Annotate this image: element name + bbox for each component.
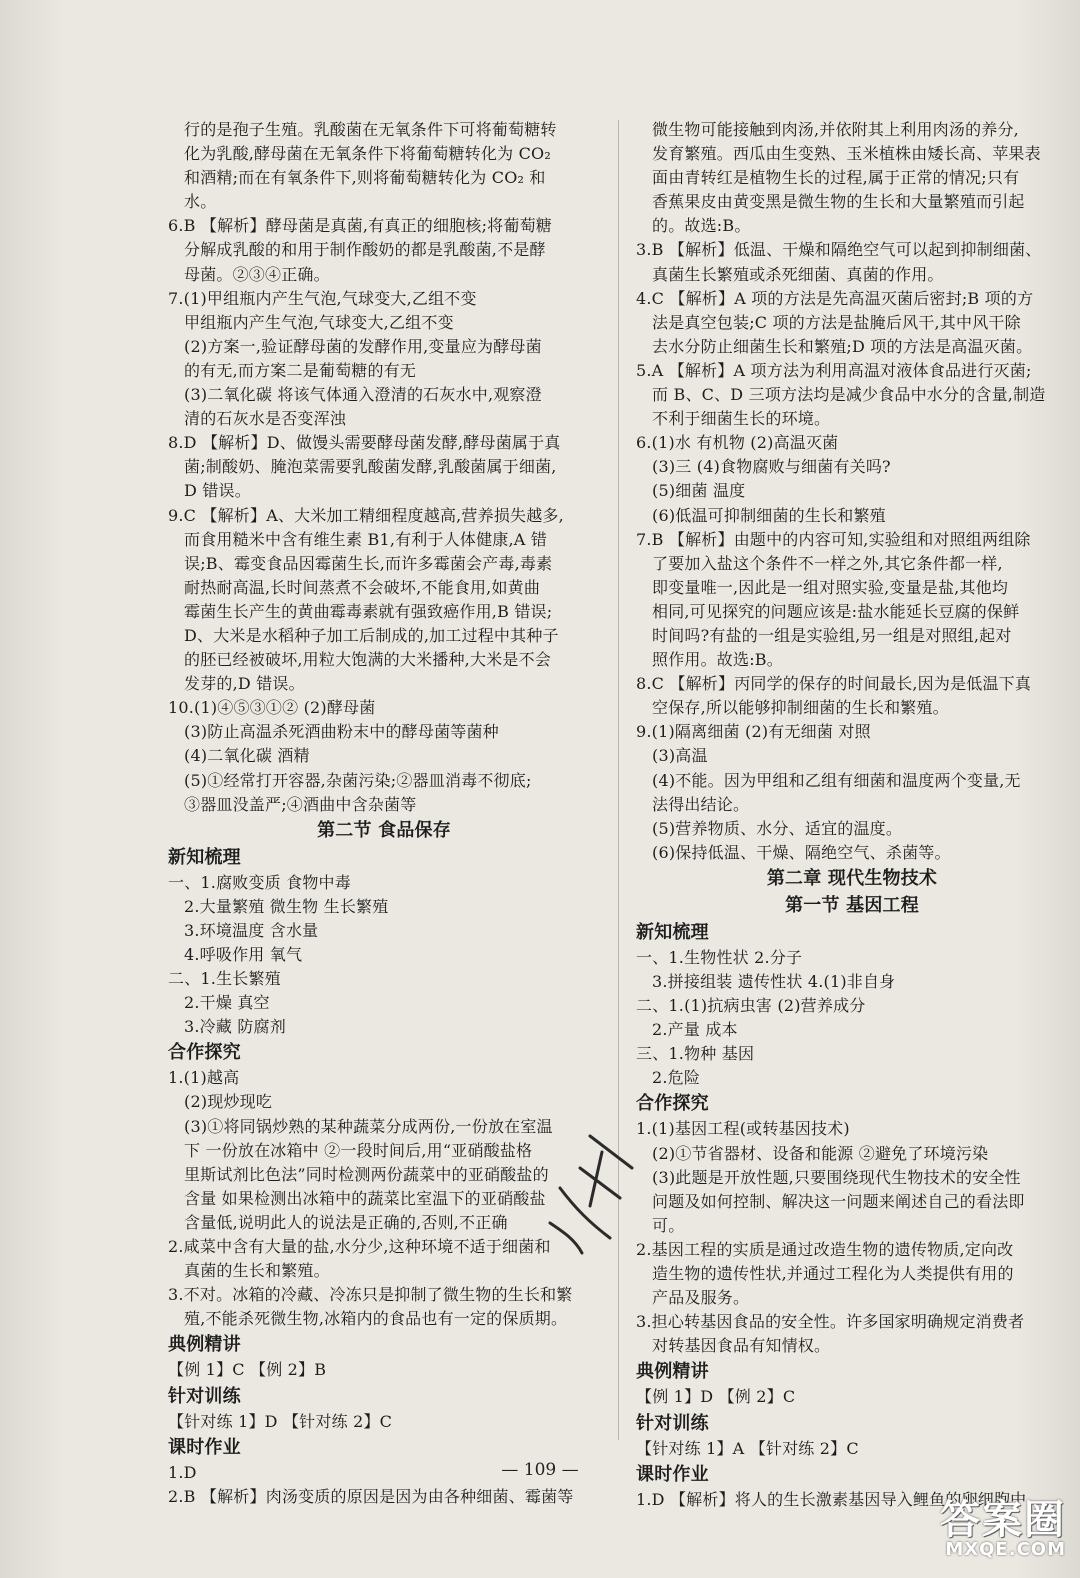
- text-line: 里斯试剂比色法”同时检测两份蔬菜中的亚硝酸盐的: [184, 1164, 549, 1184]
- watermark-cn: 答案圈: [940, 1497, 1066, 1543]
- text-line: 含量低,说明此人的说法是正确的,否则,不正确: [184, 1212, 508, 1232]
- text-line: 不利于细菌生长的环境。: [652, 409, 831, 429]
- text-line: (5)①经常打开容器,杂菌污染;②器皿消毒不彻底;: [184, 770, 532, 790]
- text-line: 一、1.腐败变质 食物中毒: [168, 872, 351, 892]
- text-line: 含量 如果检测出冰箱中的蔬菜比室温下的亚硝酸盐: [184, 1188, 546, 1208]
- text-line: 问题及如何控制、解决这一问题来阐述自己的看法即: [652, 1191, 1025, 1211]
- text-line: 和酒精;而在有氧条件下,则将葡萄糖转化为 CO₂ 和: [184, 168, 546, 188]
- text-line: 菌;制酸奶、腌泡菜需要乳酸菌发酵,乳酸菌属于细菌,: [184, 457, 557, 477]
- text-line: 【例 1】D 【例 2】C: [636, 1387, 796, 1407]
- text-line: 【例 1】C 【例 2】B: [168, 1360, 327, 1380]
- watermark-en: MXQE.COM: [945, 1539, 1066, 1560]
- text-line: 二、1.(1)抗病虫害 (2)营养成分: [636, 996, 866, 1016]
- text-line: 的胚已经被破坏,用粒大饱满的大米播种,大米是不会: [184, 650, 551, 670]
- text-line: 耐热耐高温,长时间蒸煮不会破坏,不能食用,如黄曲: [184, 577, 541, 597]
- text-line: 相同,可见探究的问题应该是:盐水能延长豆腐的保鲜: [652, 601, 1020, 621]
- text-line: 真菌生长繁殖或杀死细菌、真菌的作用。: [652, 264, 944, 284]
- text-line: 甲组瓶内产生气泡,气球变大,乙组不变: [184, 312, 454, 332]
- text-line: 法是真空包装;C 项的方法是盐腌后风干,其中风干除: [652, 312, 1021, 332]
- text-line: 微生物可能接触到肉汤,并依附其上利用肉汤的养分,: [652, 120, 1019, 139]
- text-line: (6)保持低温、干燥、隔绝空气、杀菌等。: [652, 842, 951, 862]
- text-line: 7.(1)甲组瓶内产生气泡,气球变大,乙组不变: [168, 288, 477, 308]
- subheading: 课时作业: [168, 1436, 241, 1458]
- text-line: 2.大量繁殖 微生物 生长繁殖: [184, 896, 389, 916]
- text-line: 2.咸菜中含有大量的盐,水分少,这种环境不适于细菌和: [168, 1237, 551, 1257]
- text-line: (3)二氧化碳 将该气体通入澄清的石灰水中,观察澄: [184, 385, 542, 405]
- site-watermark: [886, 1488, 1066, 1568]
- text-line: 【针对练 1】D 【针对练 2】C: [168, 1411, 393, 1431]
- text-line: 3.冷藏 防腐剂: [184, 1017, 286, 1037]
- text-line: 3.拼接组装 遗传性状 4.(1)非自身: [652, 972, 896, 991]
- text-line: 产品及服务。: [652, 1288, 750, 1308]
- subheading: 课时作业: [636, 1463, 709, 1485]
- text-line: 2.干燥 真空: [184, 993, 270, 1013]
- text-line: (4)不能。因为甲组和乙组有细菌和温度两个变量,无: [652, 770, 1021, 790]
- text-line: (5)营养物质、水分、适宜的温度。: [652, 818, 903, 838]
- text-line: 2.B 【解析】肉汤变质的原因是因为由各种细菌、霉菌等: [168, 1486, 574, 1506]
- text-line: 发育繁殖。西瓜由生变熟、玉米植株由矮长高、苹果表: [652, 144, 1041, 164]
- text-line: 去水分防止细菌生长和繁殖;D 项的方法是高温灭菌。: [652, 336, 1033, 356]
- text-line: 10.(1)④⑤③①② (2)酵母菌: [168, 698, 376, 718]
- page-number: — 109 —: [501, 1460, 579, 1480]
- text-line: 照作用。故选:B。: [652, 650, 783, 670]
- text-line: D 错误。: [184, 481, 251, 501]
- subheading: 新知梳理: [168, 846, 241, 868]
- text-line: 清的石灰水是否变浑浊: [184, 409, 347, 429]
- text-line: 7.B 【解析】由题中的内容可知,实验组和对照组两组除: [636, 529, 1031, 549]
- section-title: 第一节 基因工程: [785, 894, 919, 916]
- text-line: (3)①将同锅炒熟的某种蔬菜分成两份,一份放在室温: [184, 1116, 553, 1136]
- text-line: 的。故选:B。: [652, 216, 751, 236]
- text-line: (3)高温: [652, 746, 708, 766]
- text-line: 时间吗?有盐的一组是实验组,另一组是对照组,起对: [652, 625, 1012, 645]
- text-line: 3.担心转基因食品的安全性。许多国家明确规定消费者: [636, 1312, 1025, 1332]
- text-line: 6.B 【解析】酵母菌是真菌,有真正的细胞核;将葡萄糖: [168, 216, 552, 236]
- text-line: 对转基因食品有知情权。: [652, 1336, 831, 1356]
- text-line: 3.环境温度 含水量: [184, 920, 319, 940]
- text-line: (2)方案一,验证酵母菌的发酵作用,变量应为酵母菌: [184, 336, 542, 356]
- text-line: 空保存,所以能够抑制细菌的生长和繁殖。: [652, 698, 949, 718]
- text-line: 下 一份放在冰箱中 ②一段时间后,用“亚硝酸盐格: [184, 1140, 533, 1160]
- text-line: 面由青转红是植物生长的过程,属于正常的情况;只有: [652, 168, 1020, 188]
- text-line: (6)低温可抑制细菌的生长和繁殖: [652, 505, 886, 525]
- text-line: 水。: [184, 192, 217, 212]
- subheading: 合作探究: [168, 1042, 241, 1064]
- text-line: (4)二氧化碳 酒精: [184, 746, 310, 766]
- text-line: 2.危险: [652, 1068, 701, 1088]
- text-line: 1.D: [168, 1462, 197, 1482]
- text-line: 行的是孢子生殖。乳酸菌在无氧条件下可将葡萄糖转: [184, 120, 557, 139]
- text-line: 二、1.生长繁殖: [168, 969, 281, 989]
- text-line: 2.基因工程的实质是通过改造生物的遗传物质,定向改: [636, 1239, 1014, 1259]
- text-line: 1.D 【解析】将人的生长激素基因导入鲤鱼的卵细胞中,: [636, 1489, 1032, 1509]
- subheading: 典例精讲: [168, 1334, 241, 1356]
- text-line: 9.(1)隔离细菌 (2)有无细菌 对照: [636, 722, 871, 742]
- text-line: (3)防止高温杀死酒曲粉末中的酵母菌等菌种: [184, 722, 499, 742]
- text-line: 即变量唯一,因此是一组对照实验,变量是盐,其他均: [652, 577, 1009, 597]
- text-line: 霉菌生长产生的黄曲霉毒素就有强致癌作用,B 错误;: [184, 601, 553, 621]
- text-line: 而 B、C、D 三项方法均是减少食品中水分的含量,制造: [652, 385, 1046, 405]
- text-line: 5.A 【解析】A 项方法为利用高温对液体食品进行灭菌;: [636, 360, 1032, 380]
- subheading: 典例精讲: [636, 1361, 709, 1383]
- text-line: ③器皿没盖严;④酒曲中含杂菌等: [184, 794, 417, 814]
- text-line: (2)①节省器材、设备和能源 ②避免了环境污染: [652, 1143, 989, 1163]
- text-line: 8.C 【解析】丙同学的保存的时间最长,因为是低温下真: [636, 674, 1032, 694]
- left-column: [168, 118, 600, 1509]
- text-line: 误;B、霉变食品因霉菌生长,而许多霉菌会产毒,毒素: [184, 553, 553, 573]
- text-line: 1.(1)越高: [168, 1068, 240, 1088]
- text-line: 3.B 【解析】低温、干燥和隔绝空气可以起到抑制细菌、: [636, 240, 1042, 260]
- text-line: 而食用糙米中含有维生素 B1,有利于人体健康,A 错: [184, 529, 548, 549]
- text-line: 1.(1)基因工程(或转基因技术): [636, 1119, 850, 1139]
- section-title: 第二节 食品保存: [317, 819, 451, 841]
- text-line: 3.不对。冰箱的冷藏、冷冻只是抑制了微生物的生长和繁: [168, 1285, 573, 1305]
- text-line: 一、1.生物性状 2.分子: [636, 947, 803, 967]
- text-line: 了要加入盐这个条件不一样之外,其它条件都一样,: [652, 553, 1003, 573]
- text-line: 化为乳酸,酵母菌在无氧条件下将葡萄糖转化为 CO₂: [184, 144, 551, 164]
- text-line: 造生物的遗传性状,并通过工程化为人类提供有用的: [652, 1264, 1014, 1284]
- text-line: 法得出结论。: [652, 794, 750, 814]
- subheading: 合作探究: [636, 1093, 709, 1115]
- text-line: 2.产量 成本: [652, 1020, 738, 1040]
- subheading: 针对训练: [636, 1412, 709, 1434]
- text-line: (5)细菌 温度: [652, 481, 746, 501]
- subheading: 针对训练: [168, 1385, 241, 1407]
- text-line: 的有无,而方案二是葡萄糖的有无: [184, 360, 417, 380]
- text-line: 6.(1)水 有机物 (2)高温灭菌: [636, 433, 839, 453]
- right-column: [636, 118, 1068, 1512]
- text-line: (2)现炒现吃: [184, 1092, 273, 1112]
- text-line: 9.C 【解析】A、大米加工精细程度越高,营养损失越多,: [168, 505, 564, 525]
- text-line: 殖,不能杀死微生物,冰箱内的食品也有一定的保质期。: [184, 1309, 568, 1329]
- text-line: 三、1.物种 基因: [636, 1044, 755, 1064]
- text-line: 香蕉果皮由黄变黑是微生物的生长和大量繁殖而引起: [652, 192, 1025, 212]
- text-line: 4.呼吸作用 氧气: [184, 945, 303, 964]
- text-line: 真菌的生长和繁殖。: [184, 1261, 330, 1281]
- text-line: 8.D 【解析】D、做馒头需要酵母菌发酵,酵母菌属于真: [168, 433, 561, 453]
- text-line: (3)此题是开放性题,只要围绕现代生物技术的安全性: [652, 1167, 1021, 1187]
- text-line: 可。: [652, 1215, 685, 1235]
- handwritten-scribble: [520, 1128, 640, 1258]
- text-line: 【针对练 1】A 【针对练 2】C: [636, 1438, 859, 1458]
- text-line: 4.C 【解析】A 项的方法是先高温灭菌后密封;B 项的方: [636, 288, 1034, 308]
- text-line: D、大米是水稻种子加工后制成的,加工过程中其种子: [184, 625, 559, 645]
- text-line: 发芽的,D 错误。: [184, 674, 305, 694]
- text-line: 分解成乳酸的和用于制作酸奶的都是乳酸菌,不是酵: [184, 240, 546, 260]
- subheading: 新知梳理: [636, 921, 709, 943]
- section-title: 第二章 现代生物技术: [766, 867, 938, 889]
- text-line: (3)三 (4)食物腐败与细菌有关吗?: [652, 457, 891, 477]
- text-line: 母菌。②③④正确。: [184, 264, 330, 284]
